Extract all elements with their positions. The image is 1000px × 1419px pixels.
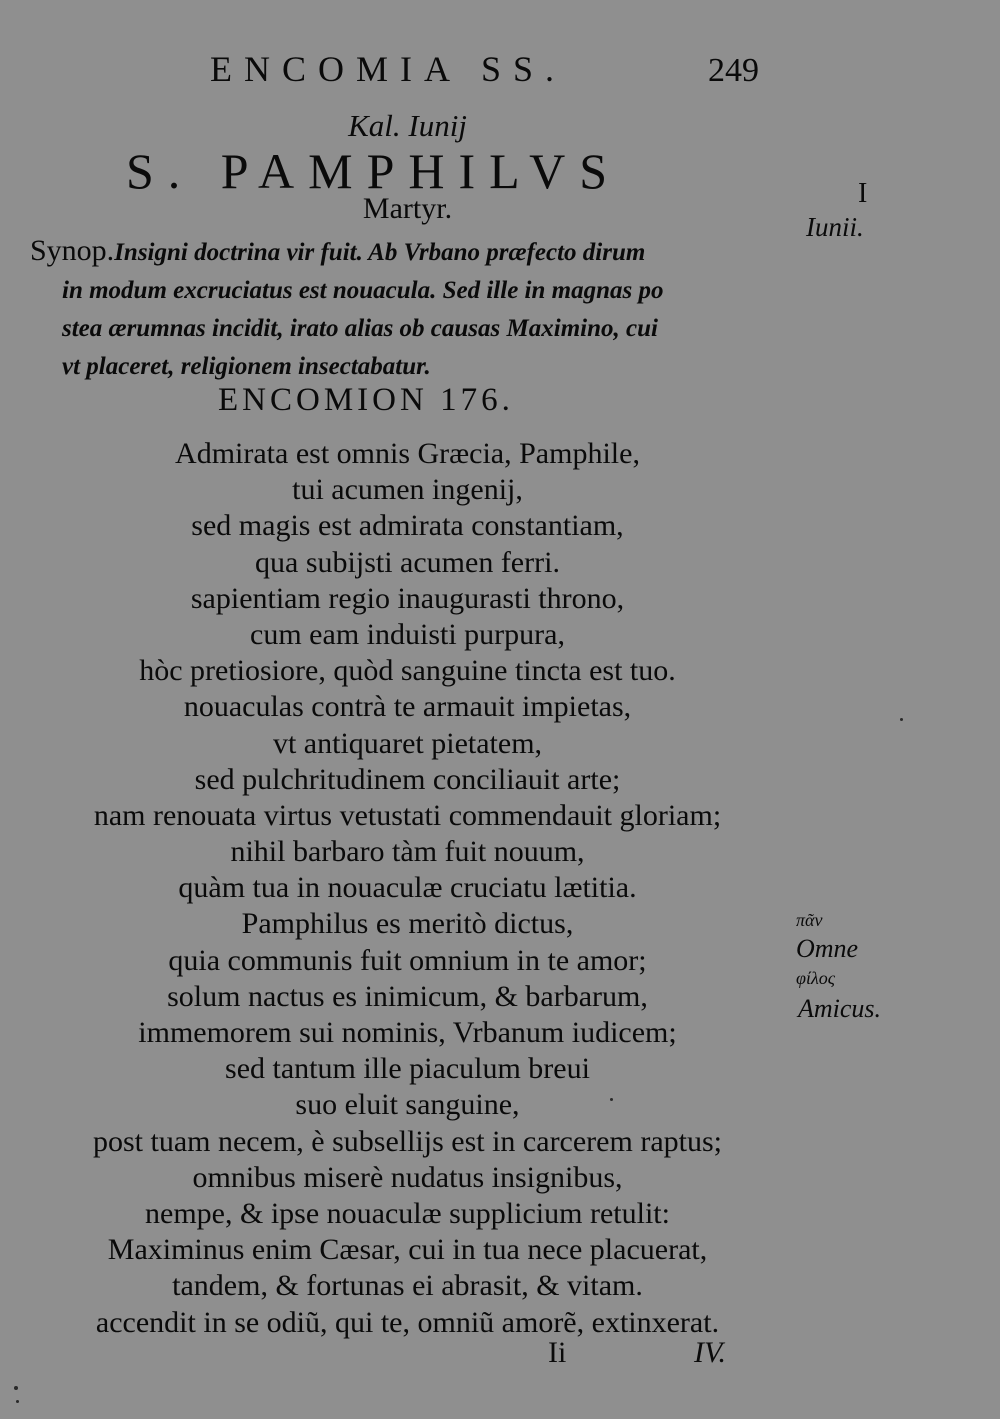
- poem-line: sapientiam regio inaugurasti throno,: [190, 581, 625, 615]
- margin-note-day: I: [858, 178, 868, 209]
- synopsis-label: Synop.: [30, 234, 115, 267]
- poem-line: tandem, & fortunas ei abrasit, & vitam.: [172, 1269, 643, 1303]
- margin-note-greek-philos: φίλος: [796, 968, 836, 988]
- scan-speck: [16, 1400, 19, 1403]
- poem-line: omnibus miserè nudatus insignibus,: [192, 1160, 623, 1194]
- poem-line: qua subijsti acumen ferri.: [255, 545, 560, 579]
- scan-speck: [14, 1386, 18, 1390]
- poem-line: accendit in se odiũ, qui te, omniũ amorẽ, extinxerat.: [95, 1305, 720, 1339]
- poem-line: nam renouata virtus vetustati commendauit gloriam;: [93, 798, 722, 832]
- margin-note-greek-pan: πᾶν: [796, 910, 823, 930]
- poem-line: sed magis est admirata constantiam,: [191, 509, 624, 543]
- encomion-heading: ENCOMION 176.: [218, 382, 514, 418]
- poem-line: nouaculas contrà te armauit impietas,: [183, 690, 632, 724]
- saint-subtitle: Martyr.: [362, 192, 453, 225]
- poem-line: tui acumen ingenij,: [292, 473, 523, 507]
- poem-line: sed tantum ille piaculum breui: [225, 1052, 590, 1086]
- poem-line: immemorem sui nominis, Vrbanum iudicem;: [138, 1016, 677, 1049]
- running-title: ENCOMIA SS.: [210, 49, 567, 89]
- margin-note-month: Iunii.: [806, 212, 864, 242]
- poem-line: hòc pretiosiore, quòd sanguine tincta est tuo.: [139, 654, 676, 688]
- poem-line: quàm tua in nouaculæ cruciatu lætitia.: [178, 871, 637, 905]
- synopsis-line: in modum excruciatus est nouacula. Sed ille in magnas po: [62, 277, 664, 304]
- poem-line: sed pulchritudinem conciliauit arte;: [194, 762, 621, 796]
- poem-line: solum nactus es inimicum, & barbarum,: [167, 979, 648, 1013]
- encomion-poem: [0, 436, 815, 1341]
- page-number: 249: [708, 52, 759, 89]
- scan-speck: [900, 718, 903, 721]
- catchword: IV.: [694, 1336, 726, 1369]
- poem-line: Pamphilus es meritò dictus,: [241, 907, 574, 941]
- poem-line: post tuam necem, è subsellijs est in carcerem raptus;: [93, 1124, 722, 1158]
- synopsis-line: stea ærumnas incidit, irato alias ob causas Maximino, cui: [62, 315, 658, 342]
- poem-line: Maximinus enim Cæsar, cui in tua nece placuerat,: [107, 1233, 708, 1267]
- signature-mark: Ii: [548, 1336, 567, 1369]
- poem-line: nempe, & ipse nouaculæ supplicium retulit:: [145, 1196, 670, 1230]
- poem-line: suo eluit sanguine,: [295, 1088, 520, 1122]
- poem-line: nihil barbaro tàm fuit nouum,: [230, 835, 585, 869]
- synopsis-text: Insigni doctrina vir fuit. Ab Vrbano præfecto dirum: [114, 239, 646, 266]
- synopsis: [30, 232, 800, 386]
- scan-speck: [610, 1098, 613, 1101]
- saint-title: S. PAMPHILVS: [126, 143, 622, 199]
- feast-date: Kal. Iunij: [348, 108, 467, 143]
- poem-line: Admirata est omnis Græcia, Pamphile,: [175, 437, 640, 470]
- margin-note-omne: Omne: [796, 934, 859, 963]
- poem-line: quia communis fuit omnium in te amor;: [168, 943, 647, 977]
- synopsis-line: vt placeret, religionem insectabatur.: [62, 353, 431, 380]
- poem-line: cum eam induisti purpura,: [250, 617, 565, 651]
- poem-line: vt antiquaret pietatem,: [272, 726, 543, 760]
- margin-note-amicus: Amicus.: [798, 994, 882, 1023]
- synopsis-line: [30, 232, 800, 272]
